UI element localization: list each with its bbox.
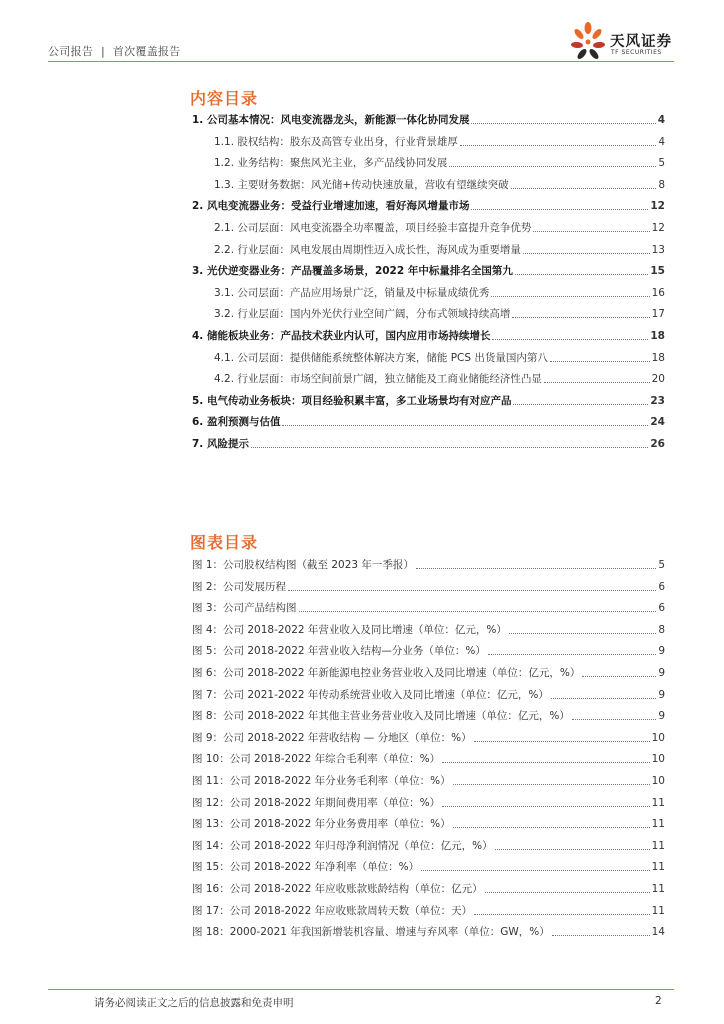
footer-page-number: 2 bbox=[655, 995, 662, 1007]
figure-entry-page: 9 bbox=[658, 645, 665, 658]
toc-entry-title: 7. 风险提示 bbox=[192, 438, 249, 450]
toc-entry-title: 3.1. 公司层面：产品应用场景广泛，销量及中标量成绩优秀 bbox=[214, 286, 490, 299]
figure-entry-page: 9 bbox=[658, 710, 665, 723]
toc-entry-page: 12 bbox=[651, 222, 665, 234]
toc-title: 内容目录 bbox=[190, 89, 259, 108]
leader-dots bbox=[442, 761, 650, 763]
leader-dots bbox=[515, 273, 649, 275]
figure-entry[interactable] bbox=[192, 924, 665, 940]
figure-entry[interactable] bbox=[192, 730, 665, 746]
toc-entry-page: 4 bbox=[657, 114, 665, 126]
toc-entry[interactable] bbox=[192, 328, 665, 344]
leader-dots bbox=[453, 826, 650, 828]
report-subtype: 首次覆盖报告 bbox=[112, 45, 181, 58]
toc-entry[interactable] bbox=[192, 393, 665, 409]
toc-entry[interactable] bbox=[214, 371, 665, 387]
figure-entry-title: 图 12：公司 2018-2022 年期间费用率（单位：%） bbox=[192, 796, 441, 809]
figure-entry-page: 9 bbox=[658, 667, 665, 679]
toc-entry-title: 4.2. 行业层面：市场空间前景广阔，独立储能及工商业储能经济性凸显 bbox=[214, 373, 542, 386]
leader-dots bbox=[513, 403, 648, 405]
leader-dots bbox=[552, 934, 650, 936]
figure-entry[interactable] bbox=[192, 665, 665, 681]
figure-entry-title: 图 7：公司 2021-2022 年传动系统营业收入及同比增速（单位：亿元，%） bbox=[192, 688, 549, 701]
toc-entry[interactable] bbox=[192, 414, 665, 430]
leader-dots bbox=[551, 697, 656, 699]
figure-entry[interactable] bbox=[192, 708, 665, 724]
leader-dots bbox=[509, 632, 656, 634]
figure-entry-title: 图 8：公司 2018-2022 年其他主营业务营业收入及同比增速（单位：亿元，%） bbox=[192, 710, 570, 723]
figure-entry-title: 图 14：公司 2018-2022 年归母净利润情况（单位：亿元，%） bbox=[192, 839, 493, 852]
toc-entry-page: 23 bbox=[650, 394, 665, 407]
toc-entry-page: 4 bbox=[658, 135, 665, 148]
report-type: 公司报告 bbox=[48, 45, 94, 58]
figure-entry[interactable] bbox=[192, 643, 665, 659]
figure-entry-page: 6 bbox=[658, 580, 665, 593]
leader-dots bbox=[460, 144, 656, 146]
toc-entry[interactable] bbox=[214, 177, 665, 193]
toc-entry[interactable] bbox=[214, 306, 665, 322]
figure-entry[interactable] bbox=[192, 600, 665, 616]
toc-entry[interactable] bbox=[214, 134, 665, 150]
footer-disclaimer: 请务必阅读正文之后的信息披露和免责申明 bbox=[94, 997, 294, 1009]
figure-entry[interactable] bbox=[192, 838, 665, 854]
figure-entry-title: 图 4：公司 2018-2022 年营业收入及同比增速（单位：亿元，%） bbox=[192, 623, 507, 636]
tf-logo-icon bbox=[568, 20, 608, 64]
leader-dots bbox=[251, 446, 648, 448]
figure-entry[interactable] bbox=[192, 622, 665, 638]
figure-entry-title: 图 3：公司产品结构图 bbox=[192, 602, 297, 615]
figure-entry[interactable] bbox=[192, 773, 665, 789]
figure-entry-page: 9 bbox=[658, 688, 665, 701]
header-divider bbox=[48, 61, 674, 62]
leader-dots bbox=[442, 805, 650, 807]
leader-dots bbox=[572, 718, 656, 720]
toc-entry-title: 1.3. 主要财务数据：风光储+传动快速放量，营收有望继续突破 bbox=[214, 178, 509, 191]
leader-dots bbox=[288, 589, 656, 591]
leader-dots bbox=[550, 360, 650, 362]
figure-entry[interactable] bbox=[192, 687, 665, 703]
toc-entry-title: 2.2. 行业层面：风电发展由周期性迈入成长性，海风成为重要增量 bbox=[214, 243, 521, 256]
toc-entry[interactable] bbox=[214, 350, 665, 366]
toc-entry-page: 12 bbox=[650, 200, 665, 213]
figure-entry-title: 图 11：公司 2018-2022 年分业务毛利率（单位：%） bbox=[192, 775, 451, 787]
toc-entry-page: 8 bbox=[658, 178, 665, 191]
toc-entry-page: 17 bbox=[651, 308, 665, 321]
footer-divider bbox=[48, 989, 674, 990]
figure-entry-title: 图 1：公司股权结构图（截至 2023 年一季报） bbox=[192, 559, 414, 571]
leader-dots bbox=[453, 783, 650, 785]
toc-entry-page: 13 bbox=[651, 243, 665, 256]
toc-entry-page: 18 bbox=[651, 351, 665, 364]
leader-dots bbox=[282, 424, 648, 426]
toc-entry-page: 18 bbox=[650, 330, 665, 342]
figure-entry-page: 11 bbox=[651, 839, 665, 852]
leader-dots bbox=[449, 165, 656, 167]
figure-entry[interactable] bbox=[192, 751, 665, 767]
toc-entry-page: 15 bbox=[650, 265, 665, 278]
toc-entry-title: 4.1. 公司层面：提供储能系统整体解决方案，储能 PCS 出货量国内第八 bbox=[214, 351, 548, 364]
figure-entry-title: 图 9：公司 2018-2022 年营收结构 — 分地区（单位：%） bbox=[192, 731, 472, 744]
toc-entry-title: 4. 储能板块业务：产品技术获业内认可，国内应用市场持续增长 bbox=[192, 330, 491, 342]
toc-entry[interactable] bbox=[214, 220, 665, 236]
figure-entry-title: 图 15：公司 2018-2022 年净利率（单位：%） bbox=[192, 861, 420, 874]
toc-entry-page: 24 bbox=[650, 416, 665, 429]
figures-title: 图表目录 bbox=[190, 533, 259, 552]
toc-entry-title: 1.1. 股权结构：股东及高管专业出身，行业背景雄厚 bbox=[214, 135, 458, 148]
figure-entry-page: 6 bbox=[658, 602, 665, 615]
figure-entry-title: 图 10：公司 2018-2022 年综合毛利率（单位：%） bbox=[192, 753, 441, 766]
toc-entry[interactable] bbox=[214, 155, 665, 171]
figure-entry-title: 图 16：公司 2018-2022 年应收账款账龄结构（单位：亿元） bbox=[192, 883, 483, 895]
leader-dots bbox=[582, 675, 656, 677]
figure-entry-title: 图 2：公司发展历程 bbox=[192, 580, 287, 593]
leader-dots bbox=[421, 869, 650, 871]
header-separator: | bbox=[101, 45, 106, 58]
figure-entry[interactable] bbox=[192, 903, 665, 919]
leader-dots bbox=[299, 610, 657, 612]
leader-dots bbox=[523, 252, 650, 254]
leader-dots bbox=[485, 891, 650, 893]
figure-entry-page: 11 bbox=[651, 861, 665, 874]
figure-entry-page: 10 bbox=[651, 753, 665, 766]
leader-dots bbox=[474, 913, 650, 915]
figure-entry-page: 10 bbox=[651, 731, 665, 744]
toc-entry[interactable] bbox=[192, 436, 665, 452]
toc-entry[interactable] bbox=[192, 112, 665, 128]
leader-dots bbox=[474, 740, 650, 742]
figure-entry-title: 图 18：2000-2021 年我国新增装机容量、增速与弃风率（单位：GW，%） bbox=[192, 926, 550, 939]
figure-entry-page: 11 bbox=[651, 818, 665, 831]
figure-entry-page: 10 bbox=[651, 775, 665, 787]
figure-entry[interactable] bbox=[192, 881, 665, 897]
toc-entry-title: 3. 光伏逆变器业务：产品覆盖多场景，2022 年中标量排名全国第九 bbox=[192, 265, 513, 278]
figure-entry[interactable] bbox=[192, 859, 665, 875]
report-header bbox=[48, 43, 181, 59]
toc-entry[interactable] bbox=[192, 198, 665, 214]
toc-entry-page: 16 bbox=[651, 286, 665, 299]
figure-entry-page: 11 bbox=[651, 883, 665, 895]
figure-entry-page: 8 bbox=[658, 623, 665, 636]
brand-logo bbox=[568, 20, 680, 64]
toc-entry[interactable] bbox=[214, 285, 665, 301]
figure-entry-page: 14 bbox=[651, 926, 665, 939]
figure-entry[interactable] bbox=[192, 557, 665, 573]
figure-entry[interactable] bbox=[192, 795, 665, 811]
toc-entry[interactable] bbox=[214, 242, 665, 258]
toc-entry-title: 1. 公司基本情况：风电变流器龙头，新能源一体化协同发展 bbox=[192, 114, 470, 126]
leader-dots bbox=[512, 316, 649, 318]
toc-entry-title: 3.2. 行业层面：国内外光伏行业空间广阔，分布式领域持续高增 bbox=[214, 308, 511, 321]
toc-entry-page: 5 bbox=[658, 157, 665, 170]
figure-entry-title: 图 5：公司 2018-2022 年营业收入结构—分业务（单位：%） bbox=[192, 645, 486, 658]
toc-entry[interactable] bbox=[192, 263, 665, 279]
leader-dots bbox=[533, 230, 649, 232]
figure-entry-page: 11 bbox=[651, 904, 665, 917]
figure-entry[interactable] bbox=[192, 579, 665, 595]
leader-dots bbox=[488, 653, 656, 655]
brand-sub: TF SECURITIES bbox=[611, 49, 662, 56]
toc-entry-page: 26 bbox=[650, 438, 665, 450]
toc-entry-page: 20 bbox=[651, 373, 665, 386]
figure-entry-page: 11 bbox=[651, 796, 665, 809]
leader-dots bbox=[471, 208, 648, 210]
toc-entry-title: 1.2. 业务结构：聚焦风光主业，多产品线协同发展 bbox=[214, 157, 448, 170]
leader-dots bbox=[416, 567, 656, 569]
leader-dots bbox=[511, 187, 657, 189]
leader-dots bbox=[491, 295, 649, 297]
toc-entry-title: 2. 风电变流器业务：受益行业增速加速，看好海风增量市场 bbox=[192, 200, 470, 213]
leader-dots bbox=[544, 381, 650, 383]
figure-entry-page: 5 bbox=[658, 559, 665, 571]
figure-entry-title: 图 13：公司 2018-2022 年分业务费用率（单位：%） bbox=[192, 818, 451, 831]
figure-entry-title: 图 17：公司 2018-2022 年应收账款周转天数（单位：天） bbox=[192, 904, 473, 917]
leader-dots bbox=[495, 848, 650, 850]
figure-entry-title: 图 6：公司 2018-2022 年新能源电控业务营业收入及同比增速（单位：亿元，%） bbox=[192, 667, 581, 679]
toc-entry-title: 6. 盈利预测与估值 bbox=[192, 416, 281, 429]
figure-entry[interactable] bbox=[192, 816, 665, 832]
brand-name: 天风证券 bbox=[610, 34, 672, 50]
leader-dots bbox=[471, 122, 655, 124]
toc-entry-title: 5. 电气传动业务板块：项目经验积累丰富，多工业场景均有对应产品 bbox=[192, 394, 512, 407]
leader-dots bbox=[492, 338, 648, 340]
toc-entry-title: 2.1. 公司层面：风电变流器全功率覆盖，项目经验丰富提升竞争优势 bbox=[214, 222, 532, 234]
